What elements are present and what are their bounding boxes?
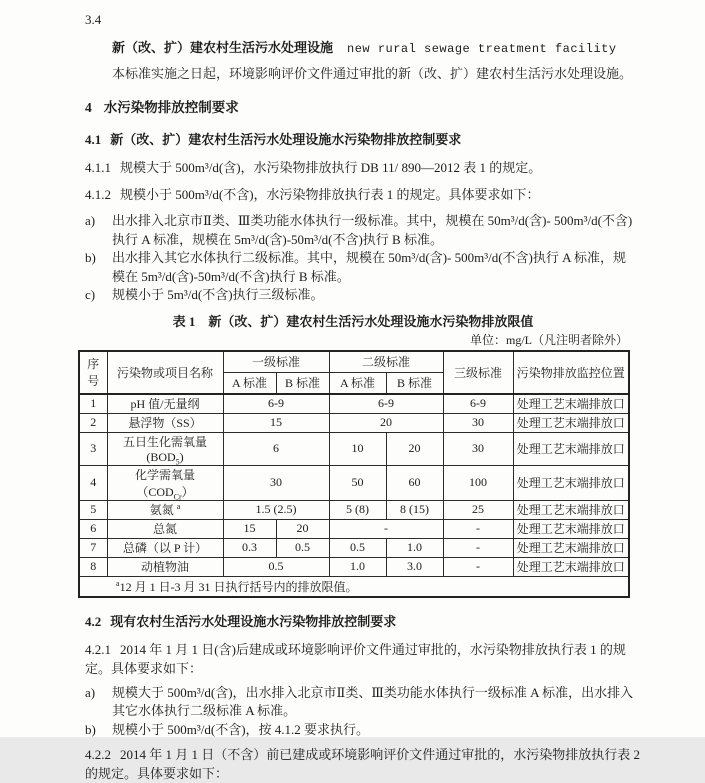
clause-4-2-2 — [85, 745, 647, 783]
header-cell-location: 污染物排放监控位置 — [513, 351, 629, 394]
table-cell: 处理工艺末端排放口 — [513, 519, 629, 538]
table-cell: 10 — [329, 432, 386, 465]
list-marker: b) — [85, 250, 96, 265]
section-title: 现有农村生活污水处理设施水污染物排放控制要求 — [110, 613, 397, 629]
table-cell: 处理工艺末端排放口 — [513, 557, 629, 576]
table-cell: 30 — [443, 432, 513, 465]
table-cell: 3.0 — [386, 557, 443, 576]
list-item-text: 出水排入北京市Ⅱ类、Ⅲ类功能水体执行一级标准。其中，规模在 50m³/d(含)- 500m³/d(不含)执行 A 标准，规模在 5m³/d(含)-50m³/d(不含)执行 B 标准。 — [112, 213, 633, 247]
list-marker: b) — [85, 721, 96, 737]
table-cell: 处理工艺末端排放口 — [513, 538, 629, 557]
list-4-1-2 — [85, 212, 647, 305]
list-item — [85, 721, 647, 740]
list-4-2-1 — [85, 684, 647, 740]
table-cell: 1.0 — [329, 557, 386, 576]
table-footnote-row — [79, 576, 629, 597]
section-number: 4.1 — [85, 132, 102, 147]
table-cell: 20 — [386, 432, 443, 465]
section-title: 水污染物排放控制要求 — [103, 100, 239, 115]
table-cell: 20 — [329, 413, 443, 432]
list-item — [85, 212, 647, 249]
table-cell: 化学需氧量$(COD_{Cr})$ — [107, 465, 223, 500]
header-cell-grade1: 一级标准 — [223, 351, 329, 373]
clause-4-1-2 — [85, 185, 647, 204]
table-1-caption: 表 1 新（改、扩）建农村生活污水处理设施水污染物排放限值 — [172, 313, 534, 329]
header-cell-grade2-a: A 标准 — [329, 372, 386, 394]
table-cell: 5 (8) — [329, 500, 386, 519]
table-1 — [78, 350, 630, 598]
header-cell-grade2: 二级标准 — [329, 351, 443, 373]
table-1-unit-note: 单位：mg/L（凡注明者除外） — [470, 332, 628, 347]
list-marker: a) — [85, 684, 96, 700]
table-cell: - — [443, 557, 513, 576]
list-item — [85, 684, 647, 721]
section-4-1-heading — [85, 130, 647, 150]
list-marker: c) — [85, 287, 96, 302]
list-marker: a) — [85, 213, 96, 228]
clause-number: 4.2.2 — [85, 747, 111, 762]
table-cell: 悬浮物（SS） — [107, 413, 223, 432]
table-cell: 25 — [443, 500, 513, 519]
section-4-heading — [85, 98, 647, 118]
clause-text: 2014 年 1 月 1 日（不含）前已建成或环境影响评价文件通过审批的，水污染物排放执行表 2 的规定。具体要求如下： — [85, 747, 641, 781]
table-cell: 处理工艺末端排放口 — [513, 394, 629, 414]
table-cell: - — [443, 538, 513, 557]
table-cell: 总磷（以 P 计） — [107, 538, 223, 557]
table-cell: 30 — [443, 413, 513, 432]
header-cell-no: 序号 — [79, 351, 107, 394]
table-cell: pH 值/无量纲 — [107, 394, 223, 414]
table-cell: 0.3 — [223, 538, 276, 557]
list-item-text: 规模小于 5m³/d(不含)执行三级标准。 — [112, 287, 324, 302]
table-cell: 1.0 — [386, 538, 443, 557]
table-cell: 60 — [386, 465, 443, 500]
table-row — [79, 500, 629, 519]
table-cell: 0.5 — [329, 538, 386, 557]
table-1-block — [78, 313, 628, 598]
table-1-footnote: $^a$12 月 1 日-3 月 31 日执行括号内的排放限值。 — [79, 576, 629, 597]
term-chinese: 新（改、扩）建农村生活污水处理设施 — [112, 40, 334, 55]
header-cell-grade1-a: A 标准 — [223, 372, 276, 394]
table-cell: 0.5 — [276, 538, 329, 557]
list-item-text: 出水排入其它水体执行二级标准。其中，规模在 50m³/d(含)- 500m³/d(不含)执行 A 标准，规模在 5m³/d(含)-50m³/d(不含)执行 B 标准。 — [112, 250, 627, 284]
clause-number: 4.1.2 — [85, 187, 111, 202]
section-number: 4 — [85, 100, 92, 115]
header-cell-pollutant: 污染物或项目名称 — [107, 351, 223, 394]
table-cell: 氨氮 $^a$ — [107, 500, 223, 519]
term-english: new rural sewage treatment facility — [347, 42, 617, 56]
table-cell: - — [443, 519, 513, 538]
table-cell: 处理工艺末端排放口 — [513, 465, 629, 500]
table-row — [79, 538, 629, 557]
clause-text: 2014 年 1 月 1 日(含)后建成或环境影响评价文件通过审批的，水污染物排放执行表 1 的规定。具体要求如下： — [85, 641, 626, 676]
table-cell: 动植物油 — [107, 557, 223, 576]
table-cell: 处理工艺末端排放口 — [513, 413, 629, 432]
table-row — [79, 432, 629, 465]
table-cell: 50 — [329, 465, 386, 500]
table-1-header — [79, 351, 629, 394]
term-definition: 本标准实施之日起，环境影响评价文件通过审批的新（改、扩）建农村生活污水处理设施。 — [112, 66, 633, 81]
table-cell: 6 — [223, 432, 329, 465]
table-row — [79, 394, 629, 414]
table-cell: 5 — [79, 500, 107, 519]
header-cell-grade2-b: B 标准 — [386, 372, 443, 394]
clause-3-4-number: 3.4 — [85, 12, 102, 27]
header-cell-grade3: 三级标准 — [443, 351, 513, 394]
table-cell: 处理工艺末端排放口 — [513, 500, 629, 519]
table-cell: 五日生化需氧量$(BOD_5)$ — [107, 432, 223, 465]
table-cell: 8 — [79, 557, 107, 576]
list-item — [85, 286, 647, 305]
clause-4-2-1 — [85, 640, 647, 678]
table-cell: 3 — [79, 432, 107, 465]
clause-text: 规模大于 500m³/d(含)，水污染物排放执行 DB 11/ 890—2012 表 1 的规定。 — [120, 160, 542, 175]
section-number: 4.2 — [85, 613, 102, 629]
section-4-2-heading — [85, 612, 647, 632]
table-cell: 处理工艺末端排放口 — [513, 432, 629, 465]
table-cell: 1.5 (2.5) — [223, 500, 329, 519]
table-row — [79, 413, 629, 432]
table-cell: 20 — [276, 519, 329, 538]
clause-number: 4.1.1 — [85, 160, 111, 175]
list-item-text: 规模大于 500m³/d(含)，出水排入北京市Ⅱ类、Ⅲ类功能水体执行一级标准 A 标准，出水排入其它水体执行二级标准 A 标准。 — [112, 684, 634, 718]
table-cell: 1 — [79, 394, 107, 414]
term-line — [112, 38, 647, 59]
table-cell: 6-9 — [329, 394, 443, 414]
table-cell: 30 — [223, 465, 329, 500]
table-cell: 4 — [79, 465, 107, 500]
clause-4-1-1 — [85, 158, 647, 177]
table-cell: - — [329, 519, 443, 538]
table-cell: 15 — [223, 519, 276, 538]
clause-text: 规模小于 500m³/d(不含)，水污染物排放执行表 1 的规定。具体要求如下： — [120, 187, 540, 202]
table-cell: 2 — [79, 413, 107, 432]
list-item-text: 规模小于 500m³/d(不含)，按 4.1.2 要求执行。 — [112, 721, 370, 737]
table-cell: 0.5 — [223, 557, 329, 576]
section-title: 新（改、扩）建农村生活污水处理设施水污染物排放控制要求 — [110, 132, 462, 147]
table-cell: 6-9 — [223, 394, 329, 414]
table-cell: 100 — [443, 465, 513, 500]
table-cell: 6-9 — [443, 394, 513, 414]
clause-number: 4.2.1 — [85, 641, 111, 657]
table-cell: 总氮 — [107, 519, 223, 538]
table-row — [79, 519, 629, 538]
table-cell: 15 — [223, 413, 329, 432]
table-cell: 7 — [79, 538, 107, 557]
table-row — [79, 465, 629, 500]
table-cell: 8 (15) — [386, 500, 443, 519]
header-cell-grade1-b: B 标准 — [276, 372, 329, 394]
table-cell: 6 — [79, 519, 107, 538]
table-row — [79, 557, 629, 576]
list-item — [85, 249, 647, 286]
